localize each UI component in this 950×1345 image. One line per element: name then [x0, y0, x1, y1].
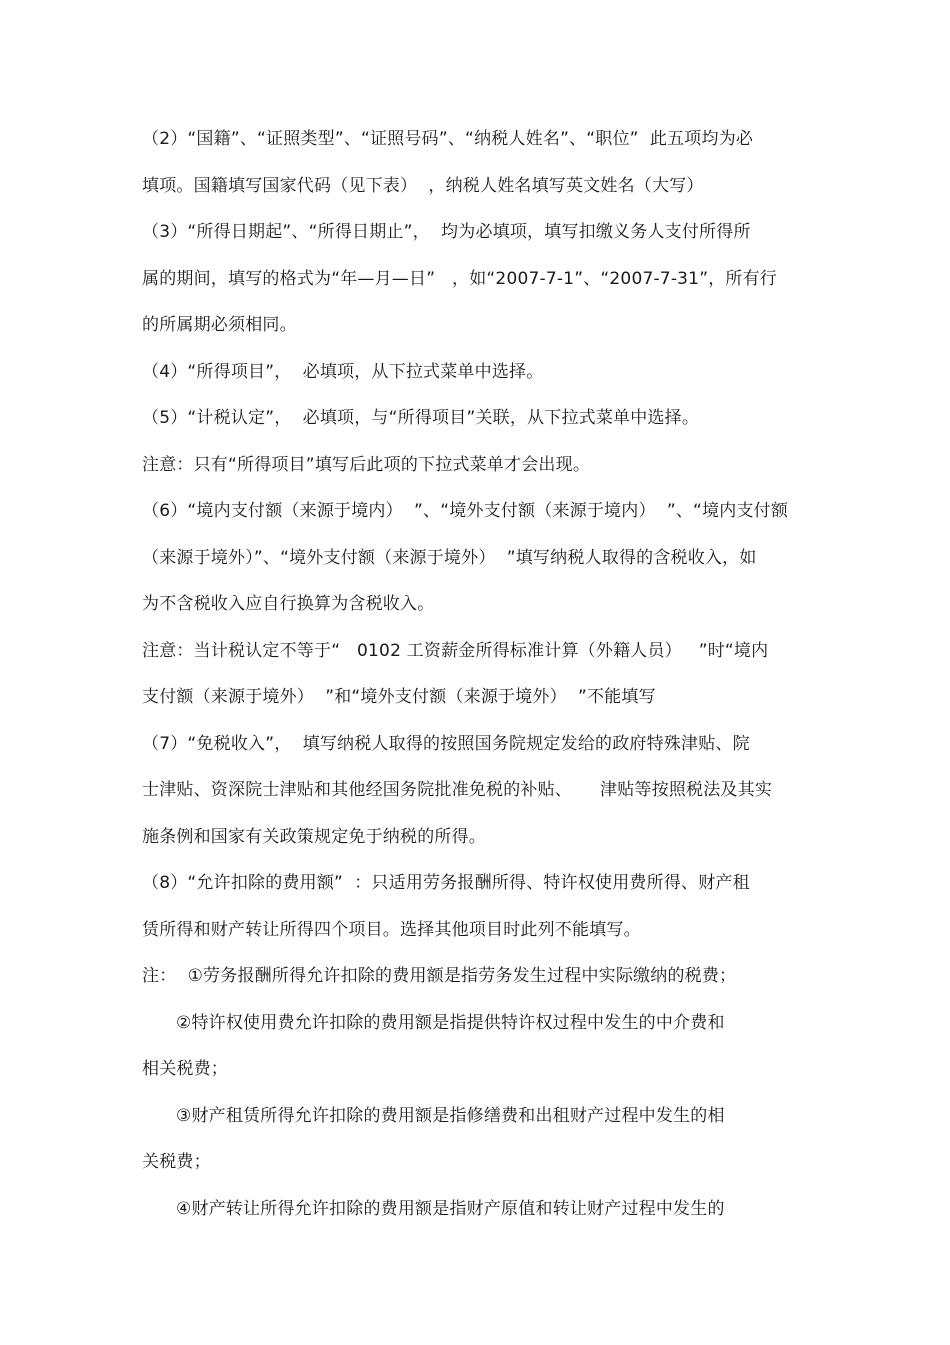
paragraph-3-line-2: 属的期间，填写的格式为“年—月—日” ，如“2007-7-1”、“2007-7-31”，所有行	[142, 269, 777, 289]
paragraph-6-line-1: （6）“境内支付额（来源于境内） ”、“境外支付额（来源于境内） ”、“境内支付额	[142, 501, 789, 521]
paragraph-6-line-2: （来源于境外）”、“境外支付额（来源于境外） ”填写纳税人取得的含税收入，如	[142, 548, 757, 568]
paragraph-8-line-2: 赁所得和财产转让所得四个项目。选择其他项目时此列不能填写。	[142, 920, 641, 940]
paragraph-7-line-1: （7）“免税收入”， 填写纳税人取得的按照国务院规定发给的政府特殊津贴、院	[142, 734, 750, 754]
paragraph-7-line-2: 士津贴、资深院士津贴和其他经国务院批准免税的补贴、 津贴等按照税法及其实	[142, 780, 773, 800]
note-6-line-1: 注意：当计税认定不等于“ 0102 工资薪金所得标准计算（外籍人员） ”时“境内	[142, 641, 769, 661]
note-5-line-1: 注意：只有“所得项目”填写后此项的下拉式菜单才会出现。	[142, 455, 591, 475]
paragraph-3-line-3: 的所属期必须相同。	[142, 315, 297, 335]
note-6-line-2: 支付额（来源于境外） ”和“境外支付额（来源于境外） ”不能填写	[142, 687, 656, 707]
paragraph-2-line-2: 填项。国籍填写国家代码（见下表） ，纳税人姓名填写英文姓名（大写）	[142, 176, 704, 196]
note-8-item-3-line-1: ③财产租赁所得允许扣除的费用额是指修缮费和出租财产过程中发生的相	[176, 1106, 725, 1126]
paragraph-3-line-1: （3）“所得日期起”、“所得日期止”， 均为必填项，填写扣缴义务人支付所得所	[142, 222, 751, 242]
paragraph-4-line-1: （4）“所得项目”， 必填项，从下拉式菜单中选择。	[142, 362, 544, 382]
paragraph-8-line-1: （8）“允许扣除的费用额” ：只适用劳务报酬所得、特许权使用费所得、财产租	[142, 873, 750, 893]
paragraph-6-line-3: 为不含税收入应自行换算为含税收入。	[142, 594, 435, 614]
note-8-item-1: 注： ①劳务报酬所得允许扣除的费用额是指劳务发生过程中实际缴纳的税费；	[142, 966, 737, 986]
note-8-item-2-line-1: ②特许权使用费允许扣除的费用额是指提供特许权过程中发生的中介费和	[176, 1013, 725, 1033]
paragraph-7-line-3: 施条例和国家有关政策规定免于纳税的所得。	[142, 827, 486, 847]
paragraph-5-line-1: （5）“计税认定”， 必填项，与“所得项目”关联，从下拉式菜单中选择。	[142, 408, 700, 428]
note-8-item-2-line-2: 相关税费；	[142, 1059, 228, 1079]
note-8-item-3-line-2: 关税费；	[142, 1152, 211, 1172]
note-8-item-4-line-1: ④财产转让所得允许扣除的费用额是指财产原值和转让财产过程中发生的	[176, 1199, 725, 1219]
paragraph-2-line-1: （2）“国籍”、“证照类型”、“证照号码”、“纳税人姓名”、“职位” 此五项均为必	[142, 129, 754, 149]
